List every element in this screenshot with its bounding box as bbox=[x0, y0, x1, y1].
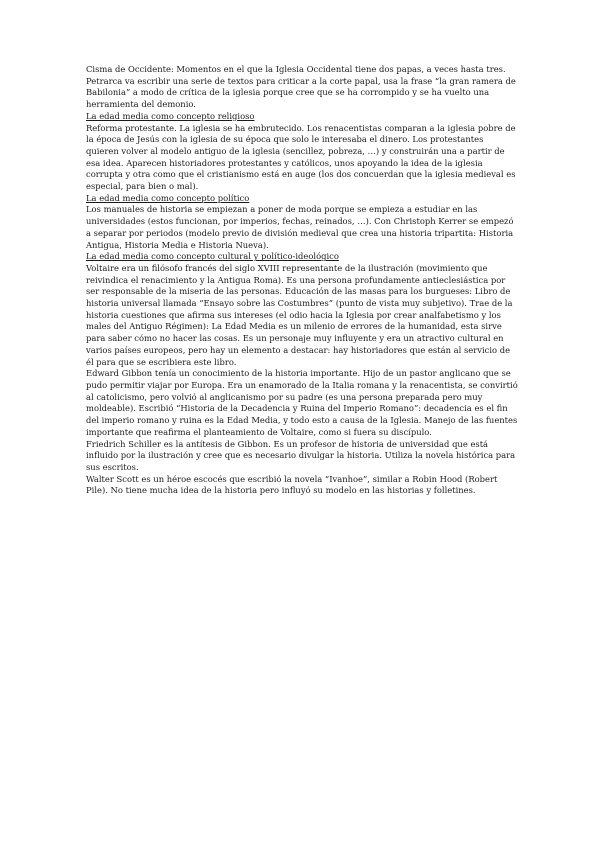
heading-concepto-politico: La edad media como concepto político bbox=[86, 192, 250, 203]
paragraph-voltaire: Voltaire era un filósofo francés del siglo XVIII representante de la ilustración (movimiento que reivindica el renacimiento y la Antigua Roma). Es una persona profundamente antieclesiástica por ser responsable de la miseria de las personas. Educación de las masas para los burgueses: Libro de historia universal llamada “Ensayo sobre las Costumbres” (punto de vista muy subjetivo). Trae de la historia cuestiones que afirma sus intereses (el odio hacia la Iglesia por crear analfabetismo y los males del Antiguo Régimen): La Edad Media es un milenio de errores de la humanidad, esta sirve para saber cómo no hacer las cosas. Es un personaje muy influyente y era un atractivo cultural en varios países europeos, pero hay un elemento a destacar: hay historiadores que están al servicio de él para que se escribiera este libro. bbox=[86, 262, 513, 367]
paragraph-edward-gibbon: Edward Gibbon tenía un conocimiento de la historia importante. Hijo de un pastor anglicano que se pudo permitir viajar por Europa. Era un enamorado de la Italia romana y la renacentista, se convirtió al catolicismo, pero volvió al anglicanismo por su padre (es una persona preparada pero muy moldeable). Escribió “Historia de la Decadencia y Ruina del Imperio Romano”: decadencia es el fin del imperio romano y ruina es la Edad Media, y todo esto a causa de la Iglesia. Manejo de las fuentes importante que reafirma el planteamiento de Voltaire, como si fuera su discípulo. bbox=[86, 368, 518, 437]
paragraph-friedrich-schiller: Friedrich Schiller es la antítesis de Gibbon. Es un profesor de historia de universidad que está influido por la ilustración y cree que es necesario divulgar la historia. Utiliza la novela histórica para sus escritos. bbox=[86, 438, 516, 472]
heading-concepto-cultural: La edad media como concepto cultural y político-ideológico bbox=[86, 251, 339, 262]
paragraph-reforma-protestante: Reforma protestante. La iglesia se ha embrutecido. Los renacentistas comparan a la iglesia pobre de la época de Jesús con la iglesia de su época que solo le interesaba el dinero. Los protestantes quieren volver al modelo antiguo de la iglesia (sencillez, pobreza, …) y construirán una a partir de esa idea. Aparecen historiadores protestantes y católicos, unos apoyando la idea de la iglesia corrupta y otra como que el cristianismo está en auge (los dos concuerdan que la iglesia medieval es especial, para bien o mal). bbox=[86, 122, 516, 192]
paragraph-cisma-de-occidente: Cisma de Occidente: Momentos en el que la Iglesia Occidental tiene dos papas, a veces hasta tres. Petrarca va escribir una serie de textos para criticar a la corte papal, usa la frase “la gran ramera de Babilonia” a modo de crítica de la iglesia porque cree que se ha corrompido y se ha vuelto una herramienta del demonio. bbox=[86, 64, 516, 110]
paragraph-manuales-de-historia: Los manuales de historia se empiezan a poner de moda porque se empieza a estudiar en las universidades (estos funcionan, por imperios, fechas, reinados, …). Con Christoph Kerrer se empezó a separar por periodos (modelo previo de división medieval que crea una historia tripartita: Historia Antigua, Historia Media e Historia Nueva). bbox=[86, 204, 514, 250]
document-page bbox=[86, 64, 518, 497]
paragraph-walter-scott: Walter Scott es un héroe escocés que escribió la novela “Ivanhoe”, similar a Robin Hood (Robert Pile). No tiene mucha idea de la historia pero influyó su modelo en las historias y folletines. bbox=[86, 473, 498, 496]
heading-concepto-religioso: La edad media como concepto religioso bbox=[86, 110, 255, 121]
